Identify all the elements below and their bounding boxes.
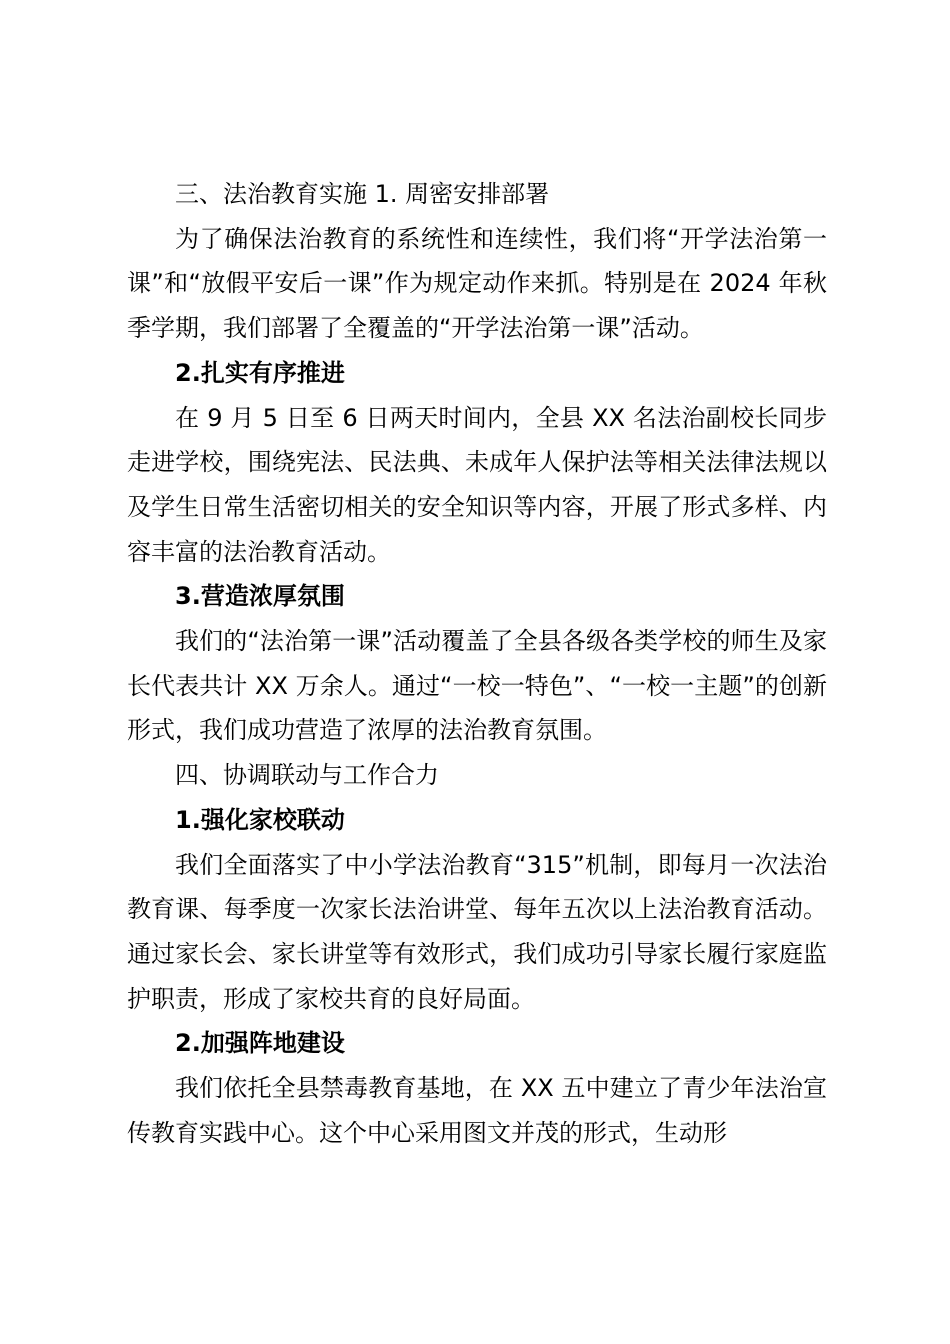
subheading-orderly-progress: 2.扎实有序推进 xyxy=(175,358,345,387)
paragraph-practice-center: 我们依托全县禁毒教育基地，在 XX 五中建立了青少年法治宣传教育实践中心。这个中心采用图文并茂的形式，生动形 xyxy=(127,1074,827,1147)
subheading-base-construction: 2.加强阵地建设 xyxy=(175,1029,345,1058)
paragraph-first-lesson-coverage: 我们的“法治第一课”活动覆盖了全县各级各类学校的师生及家长代表共计 XX 万余人。通过“一校一特色”、“一校一主题”的创新形式，我们成功营造了浓厚的法治教育氛围。 xyxy=(127,627,827,745)
section-heading-implementation: 三、法治教育实施 1. 周密安排部署 xyxy=(175,180,550,208)
subheading-atmosphere: 3.营造浓厚氛围 xyxy=(175,582,345,611)
paragraph-systematic-education: 为了确保法治教育的系统性和连续性，我们将“开学法治第一课”和“放假平安后一课”作为规定动作来抓。特别是在 2024 年秋季学期，我们部署了全覆盖的“开学法治第一课”活动。 xyxy=(127,224,827,343)
paragraph-vice-principals: 在 9 月 5 日至 6 日两天时间内，全县 XX 名法治副校长同步走进学校，围绕宪法、民法典、未成年人保护法等相关法律法规以及学生日常生活密切相关的安全知识等内容，开展了形式多样、内容丰富的法治教育活动。 xyxy=(127,403,827,566)
paragraph-315-mechanism: 我们全面落实了中小学法治教育“315”机制，即每月一次法治教育课、每季度一次家长法治讲堂、每年五次以上法治教育活动。通过家长会、家长讲堂等有效形式，我们成功引导家长履行家庭监护职责，形成了家校共育的良好局面。 xyxy=(127,850,827,1013)
document-body xyxy=(127,172,827,1155)
section-heading-coordination: 四、协调联动与工作合力 xyxy=(175,761,439,790)
subheading-home-school: 1.强化家校联动 xyxy=(175,805,345,834)
